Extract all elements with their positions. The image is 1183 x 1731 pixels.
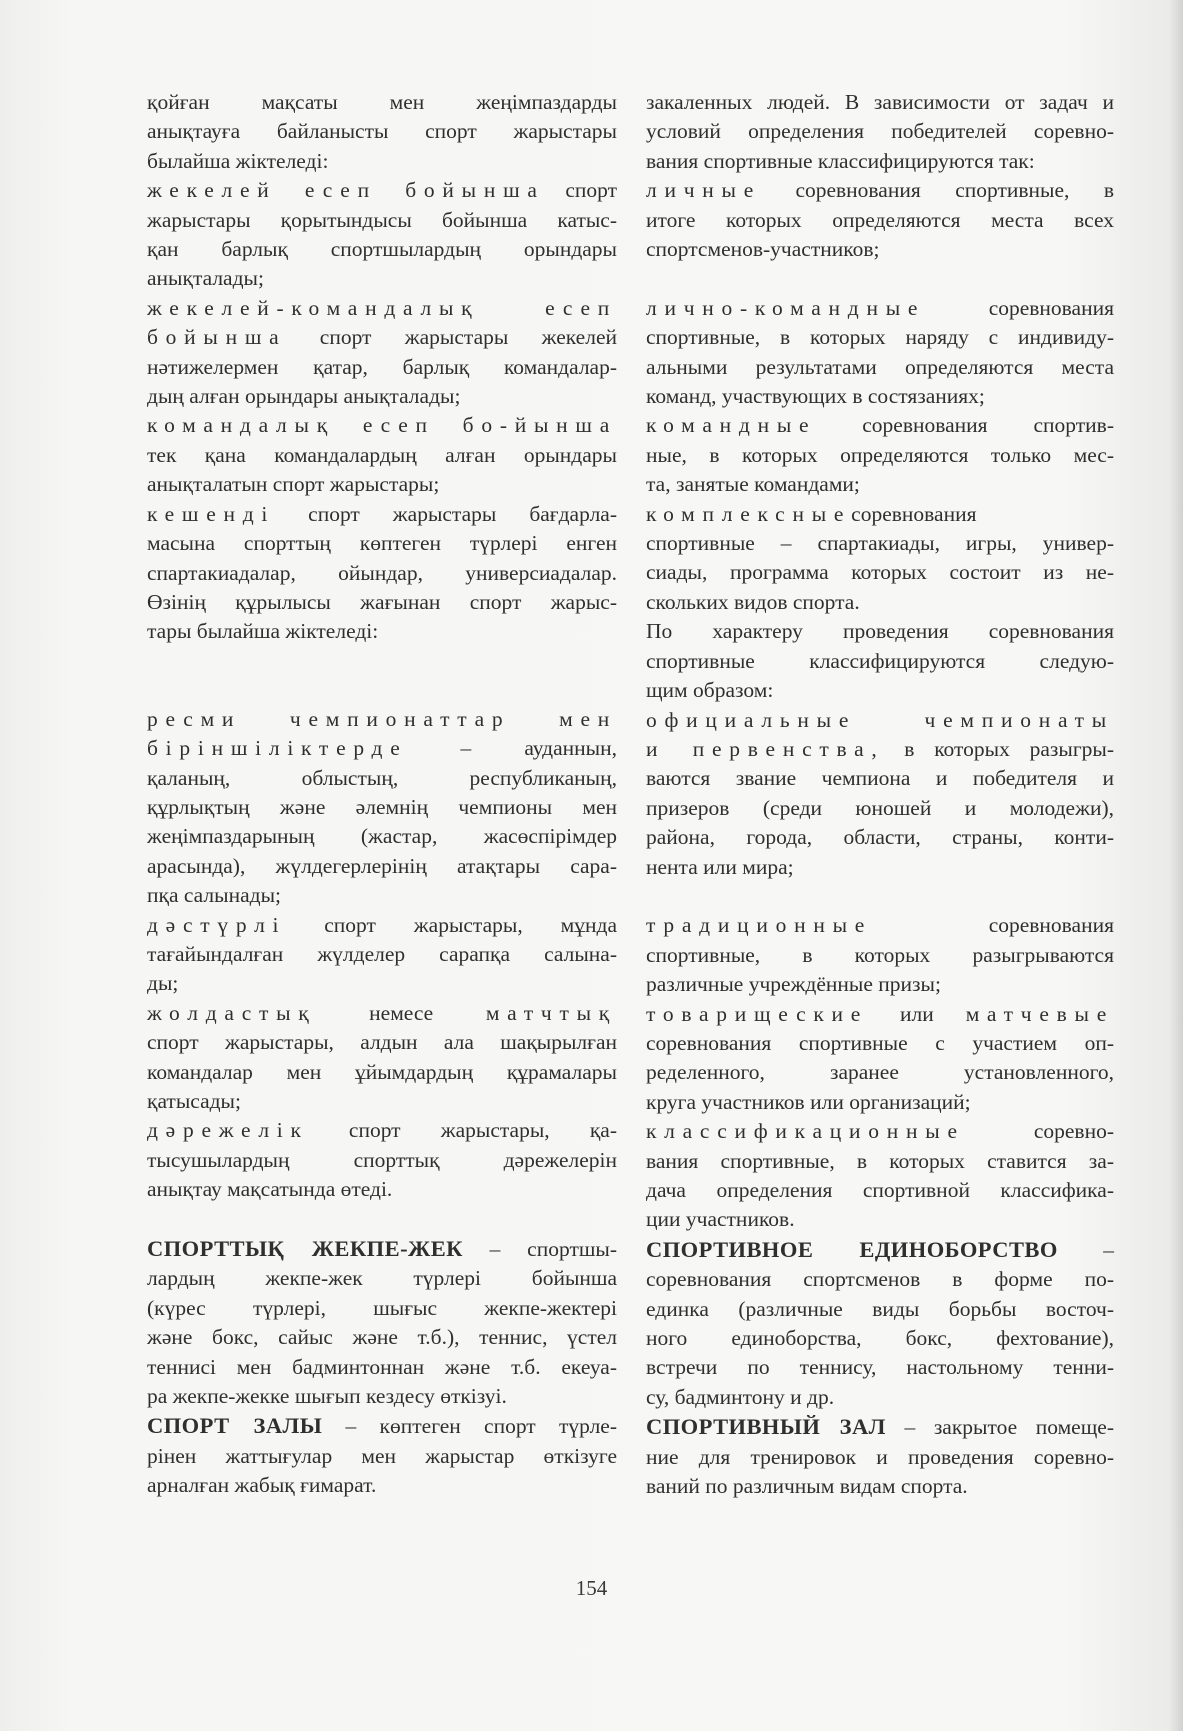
spaced-term: товарищеские xyxy=(646,1001,869,1026)
text-line: закаленных людей. В зависимости от задач и xyxy=(646,90,1114,114)
left-column-kazakh xyxy=(147,88,617,1501)
text-line: соревнования спортивные с участием оп- xyxy=(646,1030,1114,1055)
text-line: құрлықтың және әлемнің чемпионы мен xyxy=(147,794,617,819)
text-line: масына спорттың көптеген түрлері енген xyxy=(147,531,617,556)
text-line: ды; xyxy=(147,971,179,996)
text-line: круга участников или организаций; xyxy=(646,1089,971,1114)
text-line: Өзінің құрылысы жағынан спорт жарыс- xyxy=(147,589,617,614)
right-column-russian xyxy=(646,88,1114,1501)
text-line: По характеру проведения соревнования xyxy=(646,619,1114,644)
text-line: ние для тренировок и проведения соревно- xyxy=(646,1444,1114,1469)
text-line: командалар мен ұйымдардың құрамалары xyxy=(147,1059,617,1084)
text-line: района, города, области, страны, конти- xyxy=(646,825,1114,850)
text-line: теннисі мен бадминтоннан және т.б. екеуа- xyxy=(147,1354,617,1379)
text-line: қойған мақсаты мен жеңімпаздарды xyxy=(147,90,617,114)
text-line: спортивные, в которых наряду с индивиду- xyxy=(646,325,1114,350)
text-line: встречи по теннису, настольному тенни- xyxy=(646,1355,1114,1380)
spaced-term: командалық есеп бо-йынша xyxy=(147,413,617,438)
text-line: классификационные соревно- xyxy=(646,1119,1114,1144)
text-line: бойынша спорт жарыстары жекелей xyxy=(147,325,617,350)
text-line: вания спортивные, в которых ставится за- xyxy=(646,1148,1114,1173)
text-line xyxy=(147,411,617,440)
text-line: призеров (среди юношей и молодежи), xyxy=(646,795,1114,820)
text-line: товарищеские или матчевые xyxy=(646,1001,1114,1026)
spaced-term: бойынша xyxy=(147,325,287,350)
entry-heading: СПОРТТЫҚ ЖЕКПЕ-ЖЕК xyxy=(147,1236,463,1262)
spaced-term: матчтық xyxy=(485,1000,617,1025)
text-line: личные соревнования спортивные, в xyxy=(646,178,1114,203)
text-line: су, бадминтону и др. xyxy=(646,1384,835,1409)
spaced-term: жекелей-командалық есеп xyxy=(147,295,617,320)
text-line: командные соревнования спортив- xyxy=(646,413,1114,438)
text-line: анықталатын спорт жарыстары; xyxy=(147,472,440,497)
text-line: былайша жіктеледі: xyxy=(147,148,329,173)
text-line: итоге которых определяются места всех xyxy=(646,207,1114,232)
text-line: арасында), жүлдегерлерінің атақтары сара- xyxy=(147,853,617,878)
spaced-term: личные xyxy=(646,178,761,203)
text-line: жарыстары қорытындысы бойынша катыс- xyxy=(147,207,617,232)
text-line: ра жекпе-жекке шығып кездесу өткізуі. xyxy=(147,1384,507,1409)
text-line: различные учреждённые призы; xyxy=(646,972,941,997)
text-line: скольких видов спорта. xyxy=(646,589,860,614)
text-line: рінен жаттығулар мен жарыстар өткізуге xyxy=(147,1443,617,1468)
spaced-term: традиционные xyxy=(646,913,873,938)
text-line: ции участников. xyxy=(646,1207,795,1232)
page-number: 154 xyxy=(575,1576,608,1600)
spaced-term: біріншіліктерде xyxy=(147,736,408,761)
text-line: ределенного, заранее установленного, xyxy=(646,1060,1114,1085)
text-line: тысушылардың спорттық дәрежелерін xyxy=(147,1147,617,1172)
spaced-term: матчевые xyxy=(965,1001,1114,1026)
text-line: спортивные – спартакиады, игры, универ- xyxy=(646,531,1114,556)
text-line: қан барлық спортшылардың орындары xyxy=(147,237,617,262)
text-line: тағайындалған жүлделер сарапқа салына- xyxy=(147,941,617,966)
text-line xyxy=(147,294,617,323)
spaced-term: дәстүрлі xyxy=(147,912,287,937)
text-line: команд, участвующих в состязаниях; xyxy=(646,384,985,409)
text-line: пқа салынады; xyxy=(147,883,281,908)
text-line: спартакиадалар, ойындар, универсиадалар. xyxy=(147,560,617,585)
text-line: ваются звание чемпиона и победителя и xyxy=(646,766,1114,791)
spaced-term: ресми чемпионаттар мен xyxy=(147,706,617,731)
text-line: анықталады; xyxy=(147,266,264,291)
text-line: и первенства, в которых разыгры- xyxy=(646,736,1114,761)
page-edge-shadow xyxy=(1169,0,1183,1731)
spaced-term: кешенді xyxy=(147,501,276,526)
text-line: условий определения победителей соревно- xyxy=(646,119,1114,144)
text-line: спортивные, в которых разыгрываются xyxy=(646,942,1114,967)
text-line: жолдастық немесе матчтық xyxy=(147,1000,617,1025)
text-line: жекелей есеп бойынша спорт xyxy=(147,178,617,203)
text-line: ного единоборства, бокс, фехтование), xyxy=(646,1326,1114,1351)
text-line: единка (различные виды борьбы восточ- xyxy=(646,1296,1114,1321)
text-line: спортивные классифицируются следую- xyxy=(646,648,1114,673)
text-line: спортсменов-участников; xyxy=(646,237,880,262)
text-line: кешенді спорт жарыстары бағдарла- xyxy=(147,501,617,526)
text-line: спорт жарыстары, алдын ала шақырылған xyxy=(147,1030,617,1055)
spaced-term: классификационные xyxy=(646,1119,965,1144)
text-line: дың алған орындары анықталады; xyxy=(147,384,461,409)
text-line: сиады, программа которых состоит из не- xyxy=(646,560,1114,585)
spaced-term: комплексные xyxy=(646,501,852,526)
text-line: лардың жекпе-жек түрлері бойынша xyxy=(147,1266,617,1291)
entry-heading-line: СПОРТ ЗАЛЫ – көптеген спорт түрле- xyxy=(147,1413,617,1439)
spaced-term: и первенства, xyxy=(646,736,885,761)
text-line: дәрежелік спорт жарыстары, қа- xyxy=(147,1118,617,1143)
text-line: анықтауға байланысты спорт жарыстары xyxy=(147,119,617,144)
text-line: комплексныесоревнования xyxy=(646,501,977,526)
text-line: және бокс, сайыс және т.б.), теннис, үстел xyxy=(147,1325,617,1350)
text-line: біріншіліктерде – ауданнын, xyxy=(147,736,617,761)
text-line: альными результатами определяются места xyxy=(646,354,1114,379)
text-line: жеңімпаздарының (жастар, жасөспірімдер xyxy=(147,824,617,849)
spaced-term: дәрежелік xyxy=(147,1118,309,1143)
text-line: вания спортивные классифицируются так: xyxy=(646,148,1035,173)
text-line: традиционные соревнования xyxy=(646,913,1114,938)
text-line: та, занятые командами; xyxy=(646,472,860,497)
spaced-term: официальные чемпионаты xyxy=(646,707,1114,732)
entry-heading-line: СПОРТИВНОЕ ЕДИНОБОРСТВО – xyxy=(646,1236,1114,1262)
spaced-term: лично-командные xyxy=(646,295,926,320)
text-line: щим образом: xyxy=(646,678,774,703)
text-line: тары былайша жіктеледі: xyxy=(147,619,379,644)
spaced-term: командные xyxy=(646,413,817,438)
entry-heading: СПОРТИВНОЕ ЕДИНОБОРСТВО xyxy=(646,1236,1058,1262)
text-line: дача определения спортивной классифика- xyxy=(646,1178,1114,1202)
text-line: соревнования спортсменов в форме по- xyxy=(646,1267,1114,1292)
entry-heading-line: СПОРТИВНЫЙ ЗАЛ – закрытое помеще- xyxy=(646,1414,1114,1440)
text-line xyxy=(147,705,617,734)
text-line: арналған жабық ғимарат. xyxy=(147,1473,377,1498)
text-line: дәстүрлі спорт жарыстары, мұнда xyxy=(147,912,617,937)
text-line: қатысады; xyxy=(147,1089,241,1113)
text-line xyxy=(646,706,1114,735)
text-line: ваний по различным видам спорта. xyxy=(646,1474,968,1499)
entry-heading: СПОРТ ЗАЛЫ xyxy=(147,1413,323,1439)
spaced-term: жолдастық xyxy=(147,1000,317,1025)
entry-heading-line: СПОРТТЫҚ ЖЕКПЕ-ЖЕК – спортшы- xyxy=(147,1236,617,1262)
text-line: (күрес түрлері, шығыс жекпе-жектері xyxy=(147,1295,617,1320)
text-line: нента или мира; xyxy=(646,854,794,879)
entry-heading: СПОРТИВНЫЙ ЗАЛ xyxy=(646,1414,886,1440)
text-line: лично-командные соревнования xyxy=(646,295,1114,320)
spaced-term: жекелей есеп бойынша xyxy=(147,178,545,203)
text-line: қаланың, облыстың, республиканың, xyxy=(147,765,617,790)
text-line: анықтау мақсатында өтеді. xyxy=(147,1177,393,1202)
text-line: ные, в которых определяются только мес- xyxy=(646,442,1114,467)
text-line: нәтижелермен қатар, барлық командалар- xyxy=(147,354,617,379)
text-line: тек қана командалардың алған орындары xyxy=(147,442,617,467)
